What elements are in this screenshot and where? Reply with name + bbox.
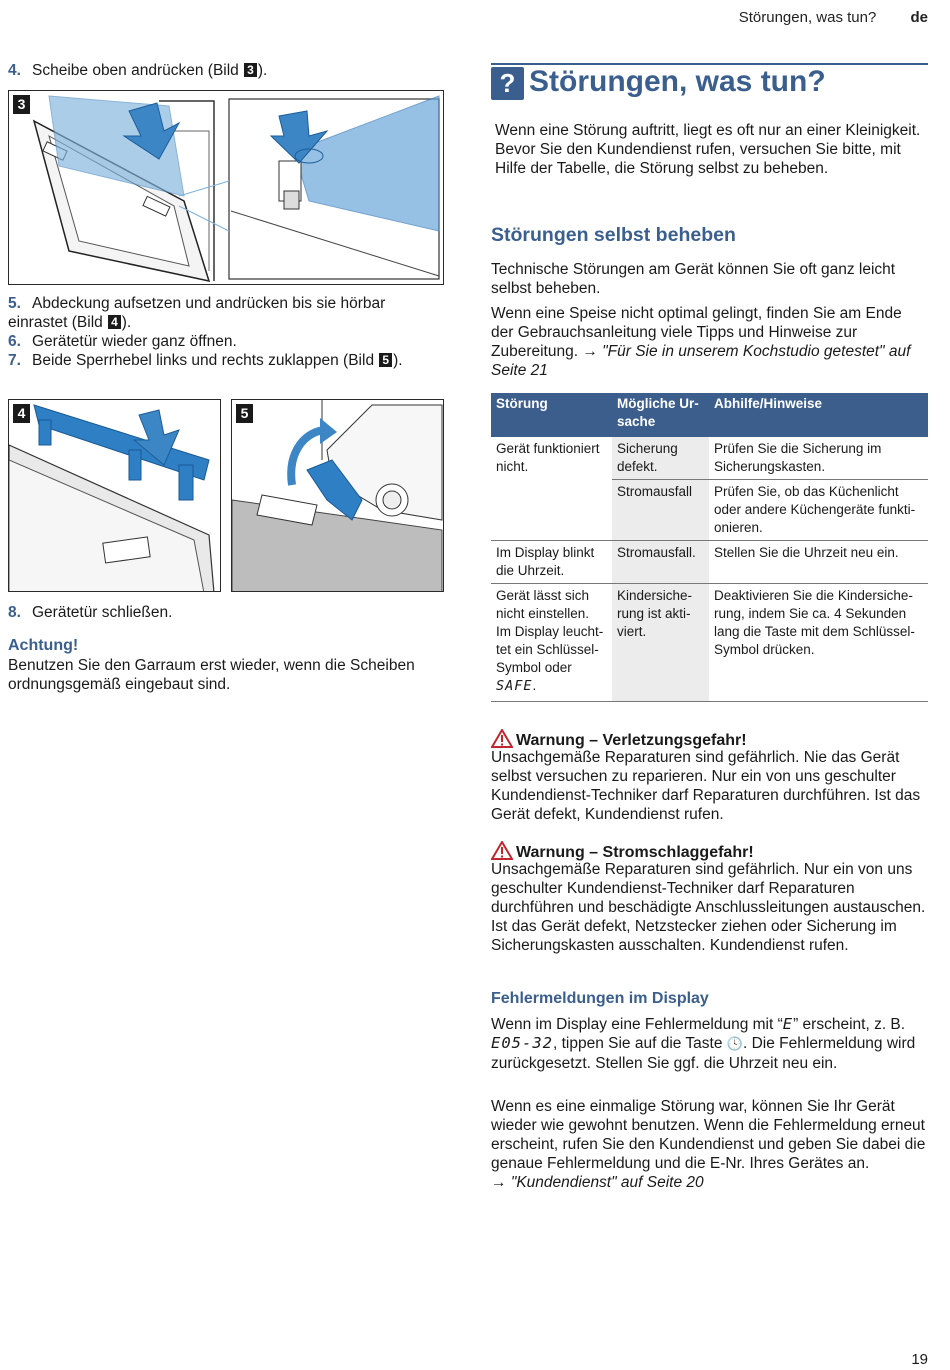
step-text-end: ). — [393, 352, 403, 369]
table-row — [491, 584, 928, 702]
running-header — [739, 8, 928, 27]
warning-title-text: Warnung – Verletzungsgefahr! — [516, 732, 747, 749]
intro-paragraph: Wenn eine Störung auftritt, liegt es oft nur an einer Kleinigkeit. Bevor Sie den Kundendienst rufen, versuchen Sie bitte, mit Hilfe der Tabelle, die Störung selbst zu beheben. — [495, 122, 921, 177]
step-number: 7. — [8, 352, 21, 369]
lcd-text: E — [782, 1015, 794, 1033]
table-header-cell: Störung — [491, 393, 612, 437]
table-cell: Stromausfall — [612, 480, 709, 541]
lcd-text: E05-32 — [491, 1034, 553, 1052]
page-reference-link[interactable]: "Kundendienst" auf Seite 20 — [510, 1174, 704, 1191]
paragraph-error-2 — [491, 1097, 928, 1192]
step-text-end: ). — [257, 62, 268, 79]
step-text-end: ). — [121, 314, 132, 331]
warning-injury-text: Unsachgemäße Reparaturen sind gefährlich. Nie das Gerät selbst versuchen zu reparieren. Nur ein von uns geschulter Kundendienst-Techniker darf Reparaturen durchführen. Ist das Gerät defekt, Kundendienst rufen. — [491, 749, 921, 823]
warning-triangle-icon — [491, 729, 513, 748]
step-number: 4. — [8, 62, 21, 79]
figure-ref-badge: 4 — [108, 315, 121, 329]
table-cell: Stromausfall. — [612, 541, 709, 584]
step-text: Beide Sperrhebel links und rechts zuklappen (Bild — [32, 352, 379, 369]
table-cell: Stellen Sie die Uhrzeit neu ein. — [709, 541, 928, 584]
figure-5-label: 5 — [236, 404, 253, 423]
question-icon: ? — [491, 67, 524, 100]
section-title: Störungen, was tun? — [529, 65, 826, 98]
figure-ref-badge: 3 — [244, 63, 257, 77]
step-number: 8. — [8, 604, 21, 621]
table-cell: Deaktivieren Sie die Kindersiche-rung, indem Sie ca. 4 Sekunden lang die Taste mit dem Schlüssel-Symbol drücken. — [709, 584, 928, 702]
header-section: Störungen, was tun? — [738, 9, 877, 26]
figure-ref-badge: 5 — [379, 353, 392, 367]
caution-text: Benutzen Sie den Garraum erst wieder, wenn die Scheiben ordnungsgemäß eingebaut sind. — [8, 657, 415, 693]
warning-triangle-icon — [491, 841, 513, 860]
table-cell-text: Gerät lässt sich nicht einstellen. Im Display leucht-tet ein Schlüssel-Symbol oder — [496, 588, 604, 675]
paragraph-text: ” erscheint, z. B. — [793, 1016, 906, 1033]
paragraph-error-1 — [491, 1015, 928, 1073]
step-text: Gerätetür wieder ganz öffnen. — [32, 333, 237, 350]
table-cell: Kindersiche-rung ist akti-viert. — [612, 584, 709, 702]
step-6 — [8, 332, 446, 351]
paragraph-cooking — [491, 304, 928, 380]
paragraph-cooking-text: Wenn eine Speise nicht optimal gelingt, finden Sie am Ende der Gebrauchsanleitung viele Tipps und Hinweise zur Zubereitung. — [491, 305, 902, 360]
figure-4-label: 4 — [13, 404, 30, 423]
step-5 — [8, 294, 446, 332]
figure-3-label: 3 — [13, 95, 30, 114]
paragraph-text: . Die Fehlermeldung wird zurückgesetzt. Stellen Sie ggf. die Uhrzeit neu ein. — [491, 1035, 916, 1072]
table-row — [491, 541, 928, 584]
troubleshooting-table — [491, 393, 928, 702]
table-cell: Im Display blinkt die Uhrzeit. — [491, 541, 612, 584]
warning-shock-text: Unsachgemäße Reparaturen sind gefährlich. Nur ein von uns geschulter Kundendienst-Techniker darf Reparaturen durchführen und beschädigte Anschlussleitungen austauschen. Ist das Gerät defekt, Netzstecker ziehen oder Sicherung im Sicherungskasten ausschalten. Kundendienst rufen. — [491, 861, 926, 954]
paragraph-text: , tippen Sie auf die Taste — [553, 1035, 723, 1052]
table-row — [491, 437, 928, 480]
arrow-icon: → — [491, 1174, 507, 1191]
heading-error-messages: Fehlermeldungen im Display — [491, 990, 709, 1007]
warning-shock-title — [491, 841, 754, 862]
figure-4-illustration — [9, 400, 221, 592]
table-cell: Gerät funktioniert nicht. — [491, 437, 612, 541]
step-4 — [8, 61, 446, 80]
section-title-block — [491, 63, 928, 101]
table-cell — [491, 584, 612, 702]
warning-injury-title — [491, 729, 747, 750]
table-cell: Prüfen Sie, ob das Küchenlicht oder andere Küchengeräte funkti-onieren. — [709, 480, 928, 541]
table-header-cell: Mögliche Ur-sache — [612, 393, 709, 437]
figure-3 — [8, 90, 444, 285]
paragraph-technical: Technische Störungen am Gerät können Sie oft ganz leicht selbst beheben. — [491, 261, 896, 297]
heading-self-fix: Störungen selbst beheben — [491, 224, 736, 246]
caution-title: Achtung! — [8, 637, 79, 654]
page-reference-link[interactable]: "Für Sie in unserem Kochstudio getestet" auf Seite 21 — [491, 343, 911, 379]
header-lang: de — [910, 9, 928, 26]
step-text: Abdeckung aufsetzen und andrücken bis sie hörbar einrastet (Bild — [8, 295, 386, 331]
figure-5 — [231, 399, 444, 592]
step-text: Scheibe oben andrücken (Bild — [32, 62, 244, 79]
figure-4 — [8, 399, 221, 592]
step-text: Gerätetür schließen. — [32, 604, 173, 621]
step-number: 6. — [8, 333, 21, 350]
lcd-text: SAFE — [496, 678, 533, 694]
warning-title-text: Warnung – Stromschlaggefahr! — [516, 844, 754, 861]
step-number: 5. — [8, 295, 21, 312]
page-number: 19 — [911, 1351, 928, 1368]
table-cell: Sicherung defekt. — [612, 437, 709, 480]
table-cell-text-end: . — [532, 678, 537, 693]
step-7 — [8, 351, 408, 370]
table-header-row — [491, 393, 928, 437]
paragraph-text: Wenn es eine einmalige Störung war, können Sie Ihr Gerät wieder wie gewohnt benutzen. Wenn die Fehlermeldung erneut erscheint, rufen Sie den Kundendienst und geben Sie dabei die genaue Fehlermeldung und die E-Nr. Ihres Gerätes an. — [491, 1098, 926, 1172]
paragraph-text: Wenn im Display eine Fehlermeldung mit “ — [491, 1016, 783, 1033]
clock-icon: 🕓 — [726, 1037, 743, 1052]
step-8 — [8, 603, 446, 622]
table-cell: Prüfen Sie die Sicherung im Sicherungskasten. — [709, 437, 928, 480]
figure-5-illustration — [232, 400, 444, 592]
arrow-icon: → — [582, 343, 598, 360]
table-header-cell: Abhilfe/Hinweise — [709, 393, 928, 437]
figure-3-illustration — [9, 91, 444, 285]
